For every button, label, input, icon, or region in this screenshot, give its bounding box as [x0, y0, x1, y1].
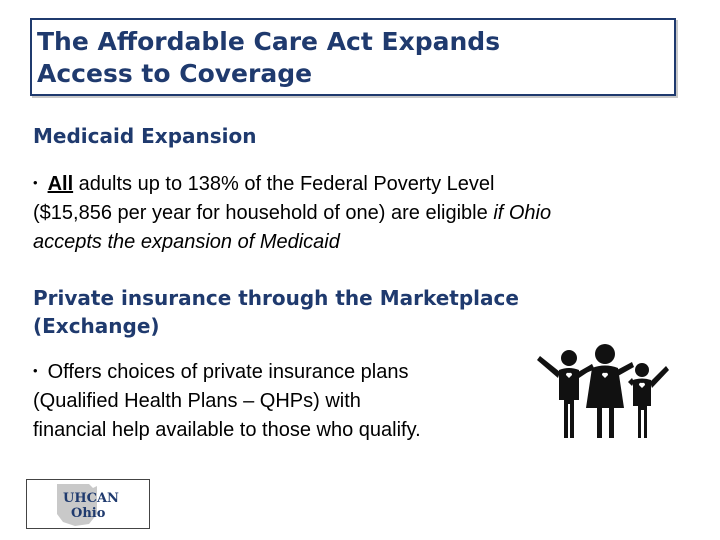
medicaid-bullet-text: [33, 168, 551, 257]
marketplace-heading-line-1: Private insurance through the Marketplace: [33, 286, 519, 310]
logo-text-bottom: Ohio: [71, 506, 106, 521]
marketplace-line-2: (Qualified Health Plans – QHPs) with: [33, 390, 361, 412]
title-line-1: The Affordable Care Act Expands: [37, 27, 501, 56]
bullet-icon: •: [33, 363, 38, 378]
medicaid-line-2-italic: if Ohio: [493, 202, 552, 224]
medicaid-line-1: adults up to 138% of the Federal Poverty Level: [73, 173, 495, 195]
ohio-map-icon: [27, 480, 149, 528]
title-line-2: Access to Coverage: [37, 59, 313, 88]
marketplace-line-3: financial help available to those who qualify.: [33, 419, 421, 441]
bullet-icon: •: [33, 175, 38, 190]
marketplace-line-1: Offers choices of private insurance plans: [47, 361, 409, 383]
uhcan-ohio-logo: [26, 479, 150, 529]
marketplace-heading: [33, 284, 519, 340]
title-box: [30, 18, 676, 96]
medicaid-heading: Medicaid Expansion: [33, 124, 257, 148]
all-word: All: [47, 173, 74, 195]
marketplace-heading-line-2: (Exchange): [33, 314, 160, 338]
marketplace-bullet-text: [33, 356, 421, 445]
logo-text-top: UHCAN: [63, 491, 119, 506]
slide-title: [37, 26, 500, 90]
medicaid-line-2: ($15,856 per year for household of one) are eligible: [33, 202, 494, 224]
family-silhouette-icon: [532, 342, 682, 442]
medicaid-line-3: accepts the expansion of Medicaid: [33, 231, 340, 253]
